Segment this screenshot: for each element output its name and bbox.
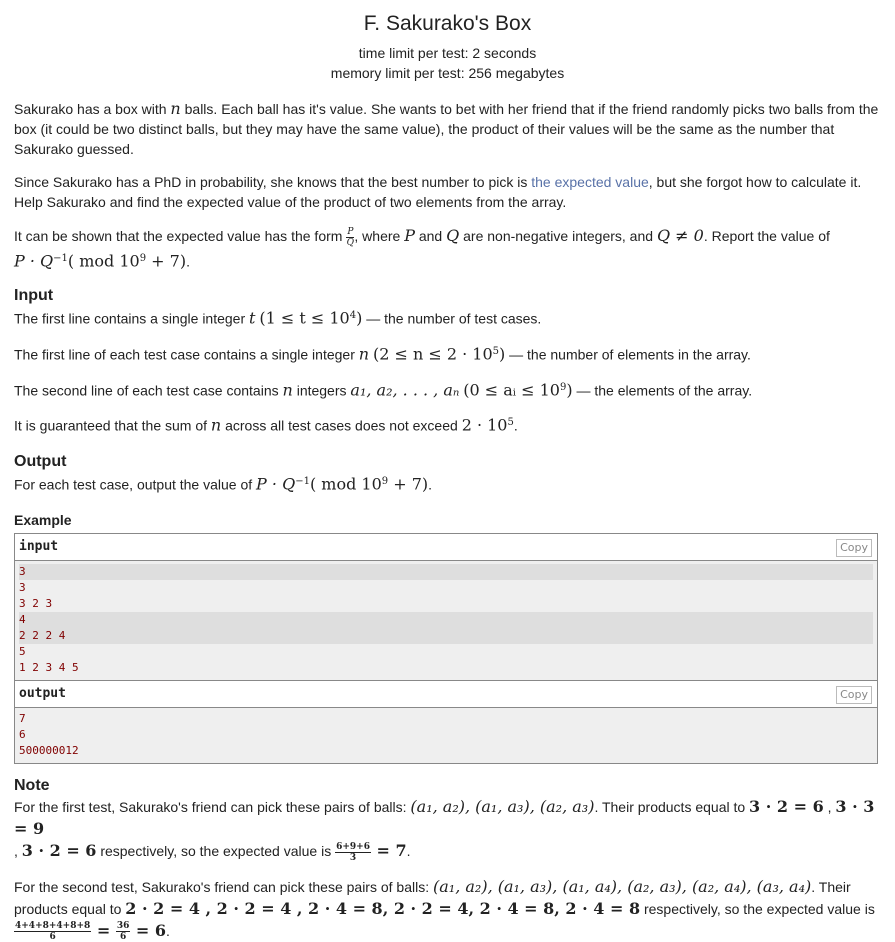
text: It can be shown that the expected value has the form	[14, 228, 347, 244]
math-p: P	[404, 226, 415, 245]
text: For the first test, Sakurako's friend can pick these pairs of balls:	[14, 798, 411, 815]
memory-limit: memory limit per test: 256 megabytes	[330, 65, 565, 81]
text: respectively, so the expected value is	[640, 900, 875, 917]
math-exponent: 4	[349, 310, 357, 322]
sample-output-label: output	[19, 685, 66, 701]
input-section-title: Input	[14, 287, 54, 305]
text: ,	[823, 798, 836, 815]
text: and	[414, 228, 447, 244]
math-result: = 6	[130, 920, 167, 940]
input-line-2	[14, 342, 881, 365]
sample-line: 4	[19, 612, 873, 628]
math-exponent: 9	[381, 476, 389, 488]
text: ,	[14, 842, 22, 859]
legend-paragraph-1	[14, 99, 881, 159]
math-close: )	[356, 309, 363, 329]
fraction-denominator: 6	[119, 932, 127, 942]
math-result: = 7	[370, 840, 407, 860]
problem-title: F. Sakurako's Box	[363, 12, 532, 35]
output-specification	[14, 452, 881, 495]
math-array: a₁, a₂, . . . , aₙ	[350, 380, 460, 400]
math-constraint: (2 ≤ n ≤ 2 · 10	[372, 344, 493, 364]
math-n: n	[358, 344, 370, 364]
copy-input-button[interactable]: Copy	[836, 539, 872, 557]
input-line-4	[14, 413, 881, 436]
sample-input-header	[15, 534, 877, 561]
output-section-title: Output	[14, 453, 67, 471]
math-n: n	[170, 99, 181, 118]
text: — the number of test cases.	[362, 311, 542, 328]
note-paragraph-1	[14, 796, 881, 863]
text: — the elements of the array.	[572, 382, 753, 399]
input-line-1	[14, 306, 881, 329]
fraction-denominator: 3	[349, 852, 357, 863]
text: For the second test, Sakurako's friend can pick these pairs of balls:	[14, 878, 433, 895]
math-product: 3 · 3 = 9	[14, 796, 875, 838]
sample-output-content[interactable]	[15, 708, 877, 763]
text: The first line contains a single integer	[14, 311, 250, 328]
math-constraint: (0 ≤ aᵢ ≤ 10	[463, 380, 560, 400]
sample-line: 7	[19, 711, 26, 725]
output-line	[14, 472, 881, 495]
text: . Their products equal to	[14, 878, 851, 917]
sample-input-content[interactable]	[15, 561, 877, 680]
input-line-3	[14, 378, 881, 401]
math-product: 3 · 2 = 6	[21, 840, 97, 860]
legend-paragraph-2	[14, 172, 881, 212]
sample-tests	[14, 511, 881, 764]
math-pairs: (a₁, a₂), (a₁, a₃), (a₁, a₄), (a₂, a₃), (a₂, a₄), (a₃, a₄)	[433, 876, 812, 896]
math-close: )	[566, 380, 573, 400]
example-title: Example	[14, 511, 72, 528]
fraction-numerator: 36	[116, 921, 130, 932]
problem-header	[14, 0, 881, 83]
sample-line: 1 2 3 4 5	[19, 660, 79, 674]
math-exponent: 5	[492, 346, 500, 358]
text: .	[186, 253, 190, 270]
text: , where	[354, 228, 405, 244]
math-q: Q	[446, 226, 460, 245]
math-fraction	[116, 921, 131, 942]
text: are non-negative integers, and	[459, 228, 657, 244]
sample-input-label: input	[19, 538, 59, 554]
sample-line: 2 2 2 4	[19, 628, 873, 644]
sample-line: 3	[19, 580, 26, 594]
math-n: n	[210, 416, 222, 436]
sample-output-header	[15, 680, 877, 708]
math-exponent: −1	[53, 252, 68, 264]
math-exponent: −1	[295, 476, 310, 488]
math-close: )	[499, 344, 506, 364]
sample-line: 5	[19, 644, 26, 658]
note-paragraph-2	[14, 876, 881, 942]
math-fraction	[14, 921, 91, 942]
text: .	[406, 842, 411, 859]
fraction-numerator: P	[347, 226, 354, 237]
text: Sakurako has a box with	[14, 101, 171, 117]
sample-line: 6	[19, 727, 26, 741]
math-p-dot-q: P · Q	[14, 251, 54, 271]
text: It is guaranteed that the sum of	[14, 418, 211, 435]
legend	[14, 99, 881, 272]
sample-input-box	[14, 533, 878, 764]
expected-value-link[interactable]: the expected value	[531, 174, 649, 190]
math-product: 3 · 2 = 6	[749, 796, 824, 816]
math-p-dot-q: P · Q	[256, 474, 296, 494]
fraction-denominator: 6	[49, 932, 56, 942]
math-exponent: 5	[507, 417, 514, 429]
math-products: 2 · 2 = 4 , 2 · 2 = 4 , 2 · 4 = 8, 2 · 2 = 4, 2 · 4 = 8, 2 · 4 = 8	[125, 898, 641, 918]
math-pairs: (a₁, a₂), (a₁, a₃), (a₂, a₃)	[410, 796, 595, 816]
text: across all test cases does not exceed	[221, 418, 462, 435]
text: Since Sakurako has a PhD in probability, she knows that the best number to pick is	[14, 174, 532, 190]
math-mod-tail: + 7)	[388, 474, 429, 494]
math-equals: =	[91, 920, 116, 940]
math-constraint: (1 ≤ t ≤ 10	[259, 309, 350, 329]
math-q-neq-0: Q ≠ 0	[656, 226, 704, 245]
sample-line: 3 2 3	[19, 596, 53, 610]
legend-paragraph-3	[14, 225, 881, 272]
text: The first line of each test case contains a single integer	[14, 346, 359, 363]
math-bound: 2 · 10	[461, 416, 508, 436]
text: balls. Each ball has it's value. She wants to bet with her friend that if the friend randomly picks two balls from the box (it could be two distinct balls, but they may have the same value), the product of their values will be the same as the number that Sakurako guessed.	[14, 101, 879, 157]
math-mod-tail: + 7)	[146, 251, 187, 271]
math-t: t	[249, 309, 256, 329]
math-exponent: 9	[139, 252, 147, 264]
text: .	[166, 922, 170, 939]
text: integers	[292, 382, 351, 399]
math-exponent: 9	[559, 381, 567, 393]
text: . Report the value of	[703, 228, 830, 244]
math-fraction	[335, 842, 371, 863]
fraction-numerator: 6+9+6	[336, 841, 370, 852]
sample-line: 3	[19, 564, 873, 580]
math-mod: ( mod 10	[309, 474, 382, 494]
text: . Their products equal to	[594, 798, 750, 815]
fraction-numerator: 4+4+8+4+8+8	[15, 921, 91, 932]
sample-line: 500000012	[19, 743, 79, 757]
math-n: n	[282, 380, 293, 400]
copy-output-button[interactable]: Copy	[836, 686, 872, 704]
text: The second line of each test case contains	[14, 382, 283, 399]
text: — the number of elements in the array.	[505, 346, 751, 363]
time-limit: time limit per test: 2 seconds	[358, 45, 537, 61]
text: .	[428, 476, 433, 493]
text: For each test case, output the value of	[14, 476, 257, 493]
text: respectively, so the expected value is	[96, 842, 336, 859]
note-section	[14, 776, 881, 942]
text: .	[513, 418, 518, 435]
input-specification	[14, 286, 881, 436]
text: , but she forgot how to calculate it. Help Sakurako and find the expected value of the product of two elements from the array.	[14, 174, 862, 210]
math-mod: ( mod 10	[67, 251, 140, 271]
fraction-denominator: Q	[346, 237, 355, 248]
note-section-title: Note	[14, 776, 50, 794]
